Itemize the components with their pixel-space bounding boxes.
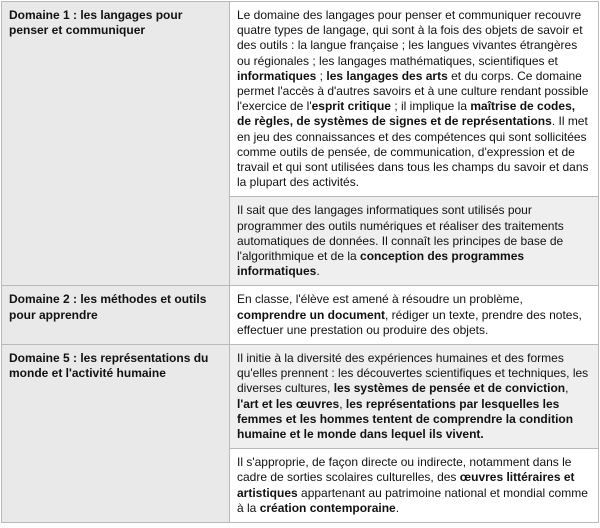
domain-label: Domaine 1 : les langages pour penser et communiquer [2, 2, 230, 286]
text-segment: et du corps. Ce domaine permet l'accès à d'autres savoirs et à une culture rendant possible l'exercice de l' [237, 68, 589, 114]
bold-segment: création contemporaine [259, 500, 396, 515]
bold-segment: les langages des arts [326, 68, 448, 83]
bold-segment: informatiques [237, 68, 317, 83]
text-segment: Il initie à la diversité des expériences humaines et des formes qu'elles prennent : les découvertes scientifiques et techniques, les diverses cultures, [237, 351, 589, 396]
bold-segment: l'art et les œuvres [237, 396, 340, 411]
text-segment: Il s'approprie, de façon directe ou indirecte, notamment dans le cadre de sorties scolaires culturelles, des [237, 455, 572, 485]
bold-segment: les représentations par lesquelles les femmes et les hommes tentent de comprendre la condition humaine et le monde dans lequel ils vivent. [237, 396, 574, 442]
bold-segment: maîtrise de codes, de règles, de systèmes de signes et de représentations [237, 99, 576, 129]
text-segment: . [395, 500, 400, 515]
description-cell [230, 449, 599, 523]
competences-table [1, 1, 599, 523]
domain-label: Domaine 5 : les représentations du monde et l'activité humaine [2, 345, 230, 523]
bold-segment: œuvres littéraires et artistiques [237, 470, 575, 500]
table-row [2, 286, 599, 345]
domain-label: Domaine 2 : les méthodes et outils pour apprendre [2, 286, 230, 345]
description-cell [230, 286, 599, 345]
text-segment: Le domaine des langages pour penser et communiquer recouvre quatre types de langage, qui sont à la fois des objets de savoir et des outils : la langue française ; les langues vivantes étrangères ou régionales ; les langages mathématiques, scientifiques et [237, 8, 583, 68]
table-body [2, 2, 599, 523]
text-segment: , [565, 381, 569, 396]
table-row [2, 2, 599, 197]
text-segment: . Il met en jeu des connaissances et des compétences qui sont sollicitées comme outils de pensée, de communication, d'expression et de travail et qui sont utilisées dans tous les champs du savoir et dans la plupart des activités. [237, 114, 589, 190]
table-row [2, 345, 599, 449]
bold-segment: esprit critique [311, 99, 391, 114]
description-cell [230, 345, 599, 449]
text-segment: En classe, l'élève est amené à résoudre un problème, [237, 292, 523, 307]
description-cell [230, 2, 599, 197]
text-segment: Il sait que des langages informatiques sont utilisés pour programmer des outils numériques et réaliser des traitements automatiques de données. Il connaît les principes de base de l'algorithmique et de la [237, 203, 564, 264]
text-segment: ; [316, 68, 327, 83]
text-segment: . [316, 264, 320, 279]
bold-segment: conception des programmes informatiques [237, 249, 525, 279]
text-segment: , [339, 396, 346, 411]
text-segment: appartenant au patrimoine national et mondial comme à la [237, 485, 588, 515]
bold-segment: les systèmes de pensée et de conviction [333, 381, 566, 396]
text-segment: ; il implique la [390, 99, 471, 114]
bold-segment: comprendre un document [237, 307, 386, 322]
description-cell [230, 197, 599, 286]
text-segment: , rédiger un texte, prendre des notes, effectuer une prestation ou produire des objets. [237, 307, 582, 337]
